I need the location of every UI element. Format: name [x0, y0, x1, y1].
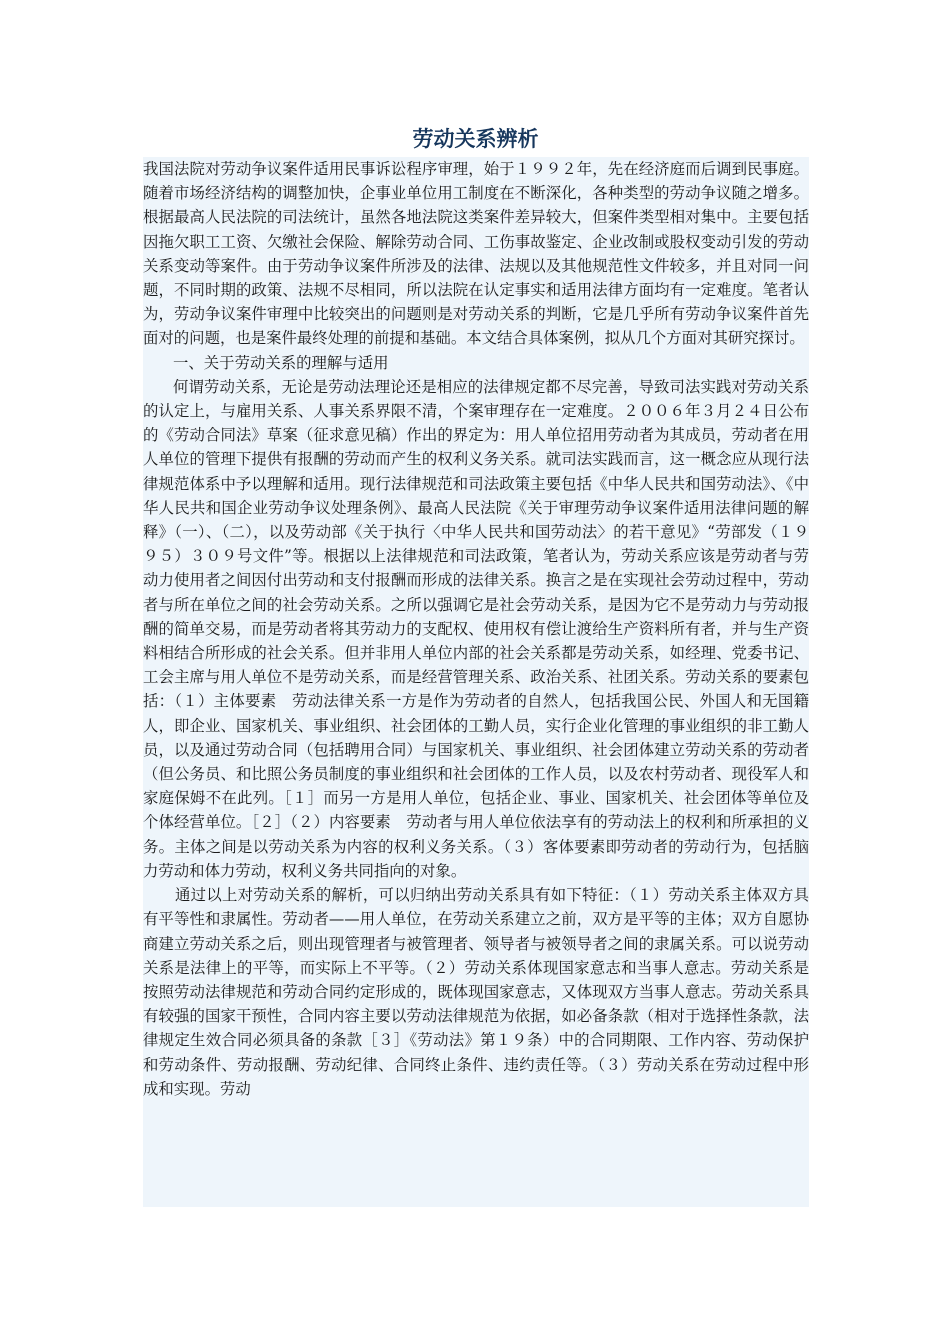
definition-paragraph: 何谓劳动关系，无论是劳动法理论还是相应的法律规定都不尽完善，导致司法实践对劳动关系的认定上，与雇用关系、人事关系界限不清，个案审理存在一定难度。２００６年３月２４日公布的《劳动合同法》草案（征求意见稿）作出的界定为：用人单位招用劳动者为其成员，劳动者在用人单位的管理下提供有报酬的劳动而产生的权利义务关系。就司法实践而言，这一概念应从现行法律规范体系中予以理解和适用。现行法律规范和司法政策主要包括《中华人民共和国劳动法》、《中华人民共和国企业劳动争议处理条例》、最高人民法院《关于审理劳动争议案件适用法律问题的解释》（一）、（二），以及劳动部《关于执行〈中华人民共和国劳动法〉的若干意见》“劳部发（１９９５）３０９号文件”等。根据以上法律规范和司法政策，笔者认为，劳动关系应该是劳动者与劳动力使用者之间因付出劳动和支付报酬而形成的法律关系。换言之是在实现社会劳动过程中，劳动者与所在单位之间的社会劳动关系。之所以强调它是社会劳动关系，是因为它不是劳动力与劳动报酬的简单交易，而是劳动者将其劳动力的支配权、使用权有偿让渡给生产资料所有者，并与生产资料相结合所形成的社会关系。但并非用人单位内部的社会关系都是劳动关系，如经理、党委书记、工会主席与用人单位不是劳动关系，而是经营管理关系、政治关系、社团关系。劳动关系的要素包括：（１）主体要素 劳动法律关系一方是作为劳动者的自然人，包括我国公民、外国人和无国籍人，即企业、国家机关、事业组织、社会团体的工勤人员，实行企业化管理的事业组织的非工勤人员，以及通过劳动合同（包括聘用合同）与国家机关、事业组织、社会团体建立劳动关系的劳动者（但公务员、和比照公务员制度的事业组织和社会团体的工作人员，以及农村劳动者、现役军人和家庭保姆不在此列。［１］而另一方是用人单位，包括企业、事业、国家机关、社会团体等单位及个体经营单位。［２］（２）内容要素 劳动者与用人单位依法享有的劳动法上的权利和所承担的义务。主体之间是以劳动关系为内容的权利义务关系。（３）客体要素即劳动者的劳动行为，包括脑力劳动和体力劳动，权利义务共同指向的对象。 — [143, 377, 809, 880]
document-title: 劳动关系辨析 — [412, 127, 539, 151]
intro-paragraph: 我国法院对劳动争议案件适用民事诉讼程序审理，始于１９９２年，先在经济庭而后调到民事庭。随着市场经济结构的调整加快，企事业单位用工制度在不断深化，各种类型的劳动争议随之增多。根据最高人民法院的司法统计，虽然各地法院这类案件差异较大，但案件类型相对集中。主要包括因拖欠职工工资、欠缴社会保险、解除劳动合同、工伤事故鉴定、企业改制或股权变动引发的劳动关系变动等案件。由于劳动争议案件所涉及的法律、法规以及其他规范性文件较多，并且对同一问题，不同时期的政策、法规不尽相同，所以法院在认定事实和适用法律方面均有一定难度。笔者认为，劳动争议案件审理中比较突出的问题则是对劳动关系的判断，它是几乎所有劳动争议案件首先面对的问题，也是案件最终处理的前提和基础。本文结合具体案例，拟从几个方面对其研究探讨。 — [143, 160, 809, 348]
section-heading: 一、关于劳动关系的理解与适用 — [173, 353, 389, 372]
document-body — [143, 157, 809, 1207]
features-paragraph: 通过以上对劳动关系的解析，可以归纳出劳动关系具有如下特征：（１）劳动关系主体双方具有平等性和隶属性。劳动者——用人单位，在劳动关系建立之前，双方是平等的主体；双方自愿协商建立劳动关系之后，则出现管理者与被管理者、领导者与被领导者之间的隶属关系。可以说劳动关系是法律上的平等，而实际上不平等。（２）劳动关系体现国家意志和当事人意志。劳动关系是按照劳动法律规范和劳动合同约定形成的，既体现国家意志，又体现双方当事人意志。劳动关系具有较强的国家干预性，合同内容主要以劳动法律规范为依据，如必备条款（相对于选择性条款，法律规定生效合同必须具备的条款［３］《劳动法》第１９条）中的合同期限、工作内容、劳动保护和劳动条件、劳动报酬、劳动纪律、合同终止条件、违约责任等。（３）劳动关系在劳动过程中形成和实现。劳动 — [143, 886, 809, 1098]
